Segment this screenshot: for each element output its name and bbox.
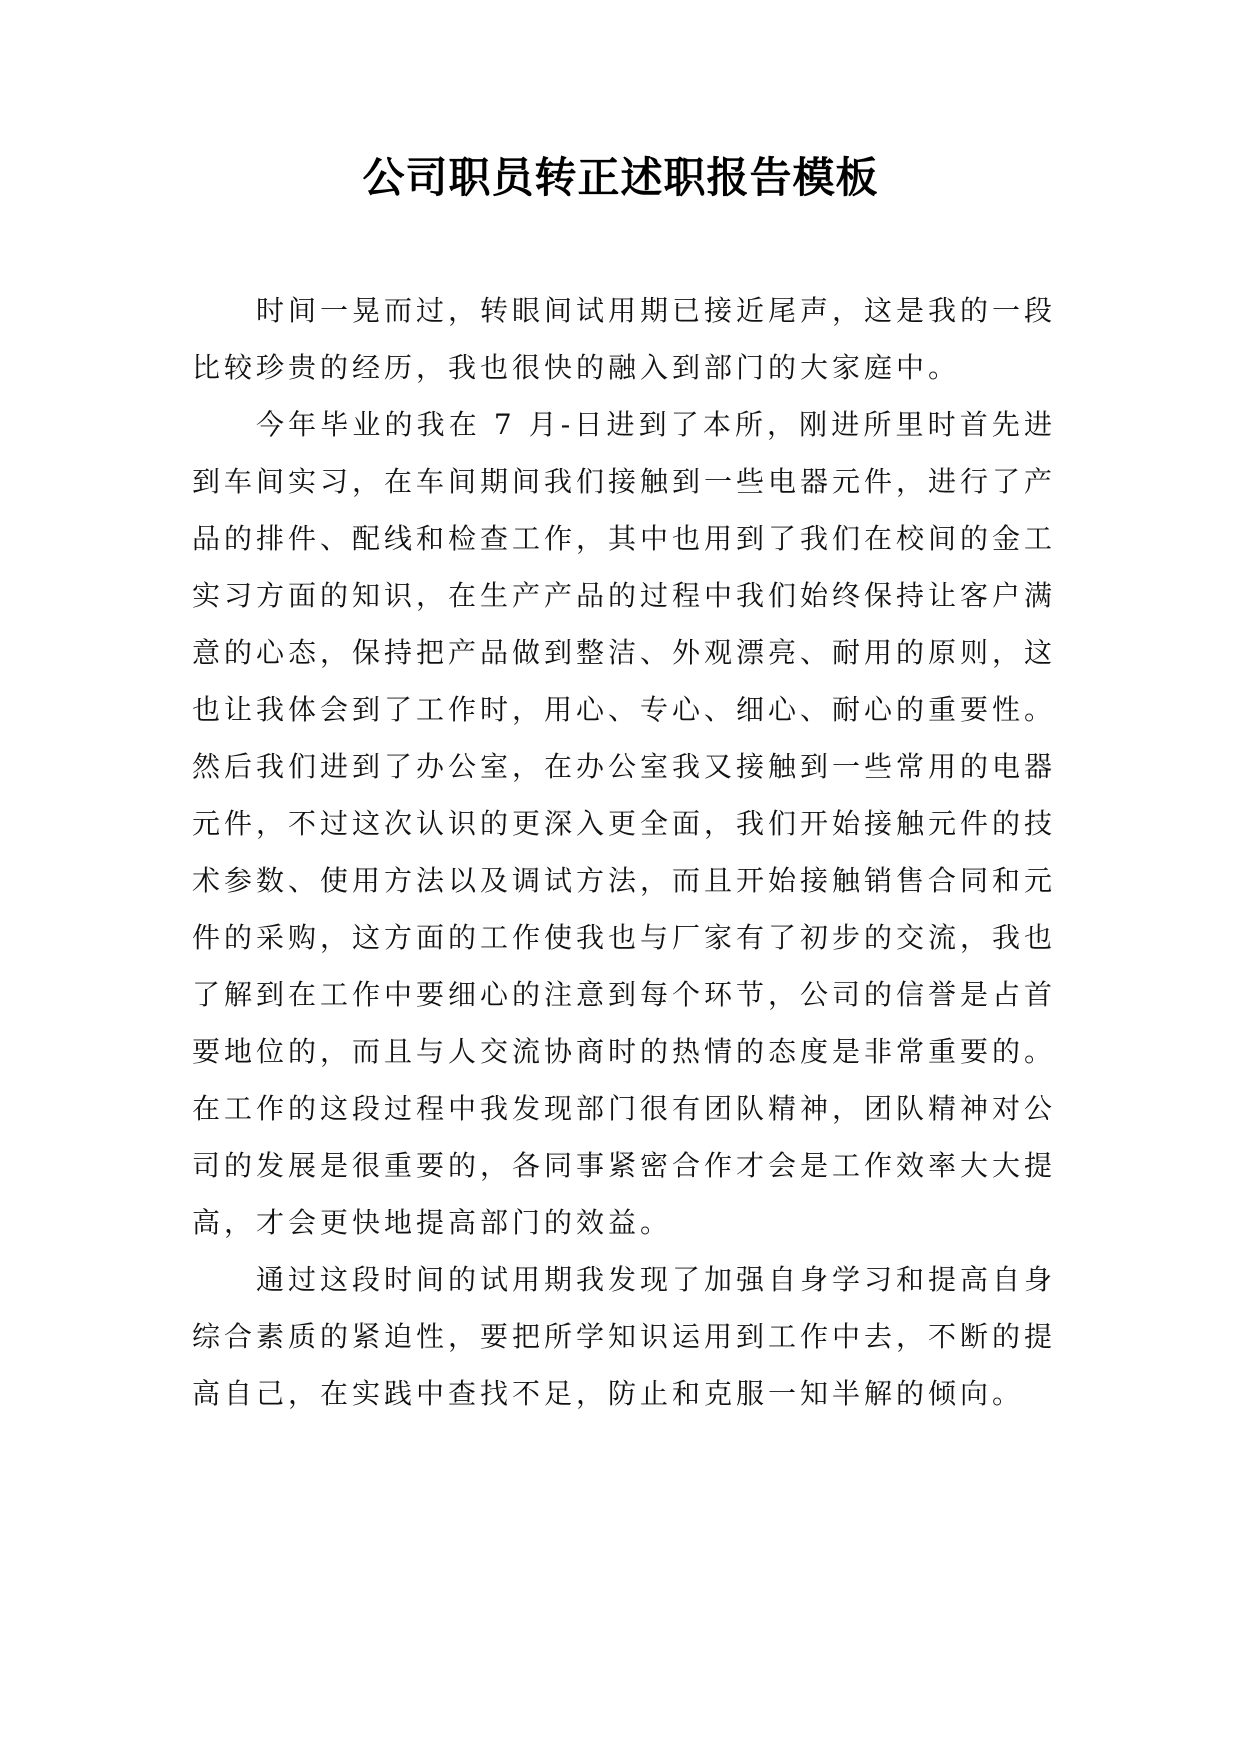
paragraph-work-experience: 今年毕业的我在 7 月-日进到了本所，刚进所里时首先进到车间实习，在车间期间我们接触到一些电器元件，进行了产品的排件、配线和检查工作，其中也用到了我们在校间的金工实习方面的知识，在生产产品的过程中我们始终保持让客户满意的心态，保持把产品做到整洁、外观漂亮、耐用的原则，这也让我体会到了工作时，用心、专心、细心、耐心的重要性。然后我们进到了办公室，在办公室我又接触到一些常用的电器元件，不过这次认识的更深入更全面，我们开始接触元件的技术参数、使用方法以及调试方法，而且开始接触销售合同和元件的采购，这方面的工作使我也与厂家有了初步的交流，我也了解到在工作中要细心的注意到每个环节，公司的信誉是占首要地位的，而且与人交流协商时的热情的态度是非常重要的。在工作的这段过程中我发现部门很有团队精神，团队精神对公司的发展是很重要的，各同事紧密合作才会是工作效率大大提高，才会更快地提高部门的效益。 (192, 408, 1057, 1239)
document-body (192, 282, 1056, 1422)
paragraph-conclusion: 通过这段时间的试用期我发现了加强自身学习和提高自身综合素质的紧迫性，要把所学知识运用到工作中去，不断的提高自己，在实践中查找不足，防止和克服一知半解的倾向。 (192, 1263, 1057, 1410)
paragraph-intro: 时间一晃而过，转眼间试用期已接近尾声，这是我的一段比较珍贵的经历，我也很快的融入到部门的大家庭中。 (192, 294, 1057, 384)
document-title: 公司职员转正述职报告模板 (362, 153, 879, 202)
